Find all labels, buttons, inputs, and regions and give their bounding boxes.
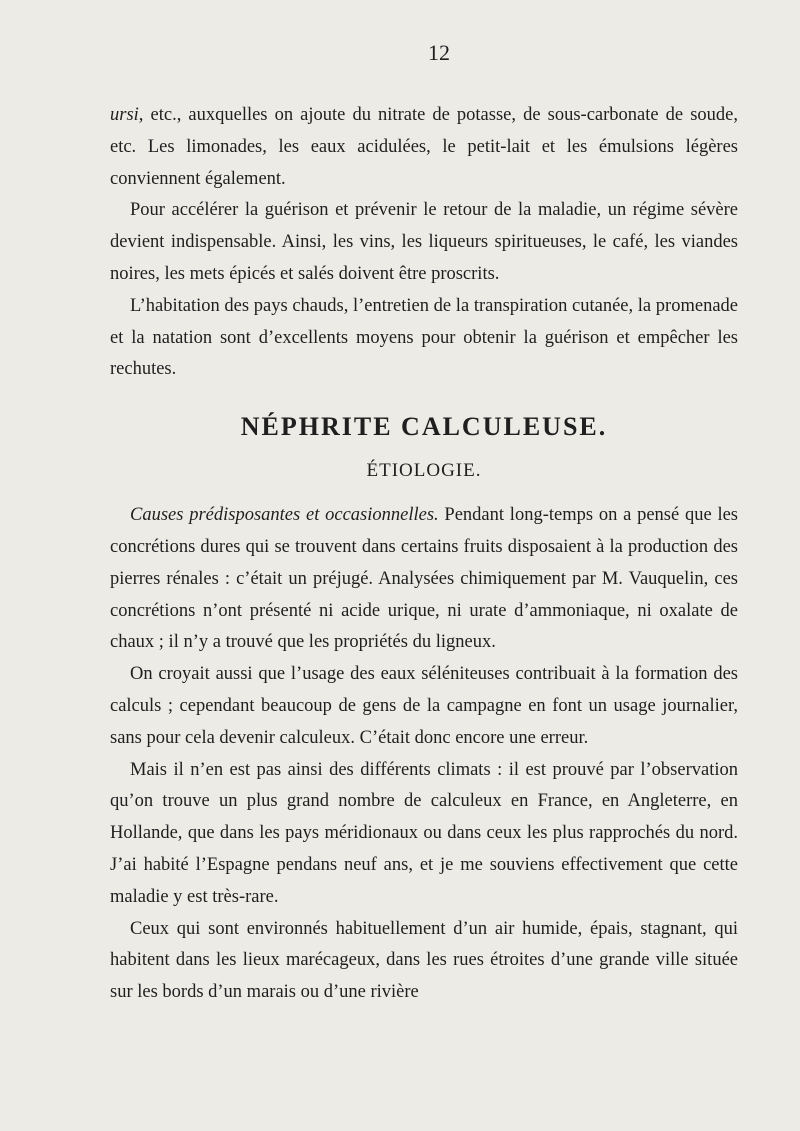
paragraph-4 [110,500,738,659]
section-title: NÉPHRITE CALCULEUSE. [240,412,608,442]
page-number: 12 [428,40,450,65]
paragraph-6: Mais il n’en est pas ainsi des différents climats : il est prouvé par l’observation qu’on trouve un plus grand nombre de calculeux en France, en Angleterre, en Hollande, que dans les pays méridionaux ou dans ceux les plus rapprochés du nord. J’ai habité l’Espagne pendans neuf ans, et je me souviens effectivement que cette maladie y est très-rare. [110,759,738,907]
paragraph-4-italic: Causes prédisposantes et occasionnelles. [130,505,439,526]
paragraph-2: Pour accélérer la guérison et prévenir le retour de la maladie, un régime sévère devient indispensable. Ainsi, les vins, les liqueurs spiritueuses, le café, les viandes noires, les mets épicés et salés doivent être proscrits. [110,200,738,284]
paragraph-7: Ceux qui sont environnés habituellement d’un air humide, épais, stagnant, qui habitent dans les lieux marécageux, dans les rues étroites d’une grande ville située sur les bords d’un marais ou d’une rivière [110,918,738,1003]
paragraph-3: L’habitation des pays chauds, l’entretien de la transpiration cutanée, la promenade et la natation sont d’excellents moyens pour obtenir la guérison et empêcher les rechutes. [110,295,738,380]
paragraph-1 [110,100,738,195]
paragraph-1-text: , etc., auxquelles on ajoute du nitrate de potasse, de sous-carbonate de soude, etc. Les limonades, les eaux acidulées, le petit-lait et les émulsions légères conviennent également. [110,105,738,189]
paragraph-1-italic: ursi [110,105,139,125]
paragraph-4-text: Pendant long-temps on a pensé que les concrétions dures qui se trouvent dans certains fruits disposaient à la production des pierres rénales : c’était un préjugé. Analysées chimiquement par M. Vauquelin, ces concrétions n’ont présenté ni acide urique, ni urate d’ammoniaque, ni oxalate de chaux ; il n’y a trouvé que les propriétés du ligneux. [110,505,738,653]
subsection-title: ÉTIOLOGIE. [366,460,482,482]
paragraph-5: On croyait aussi que l’usage des eaux séléniteuses contribuait à la formation des calculs ; cependant beaucoup de gens de la campagne en font un usage journalier, sans pour cela devenir calculeux. C’était donc encore une erreur. [110,664,738,748]
